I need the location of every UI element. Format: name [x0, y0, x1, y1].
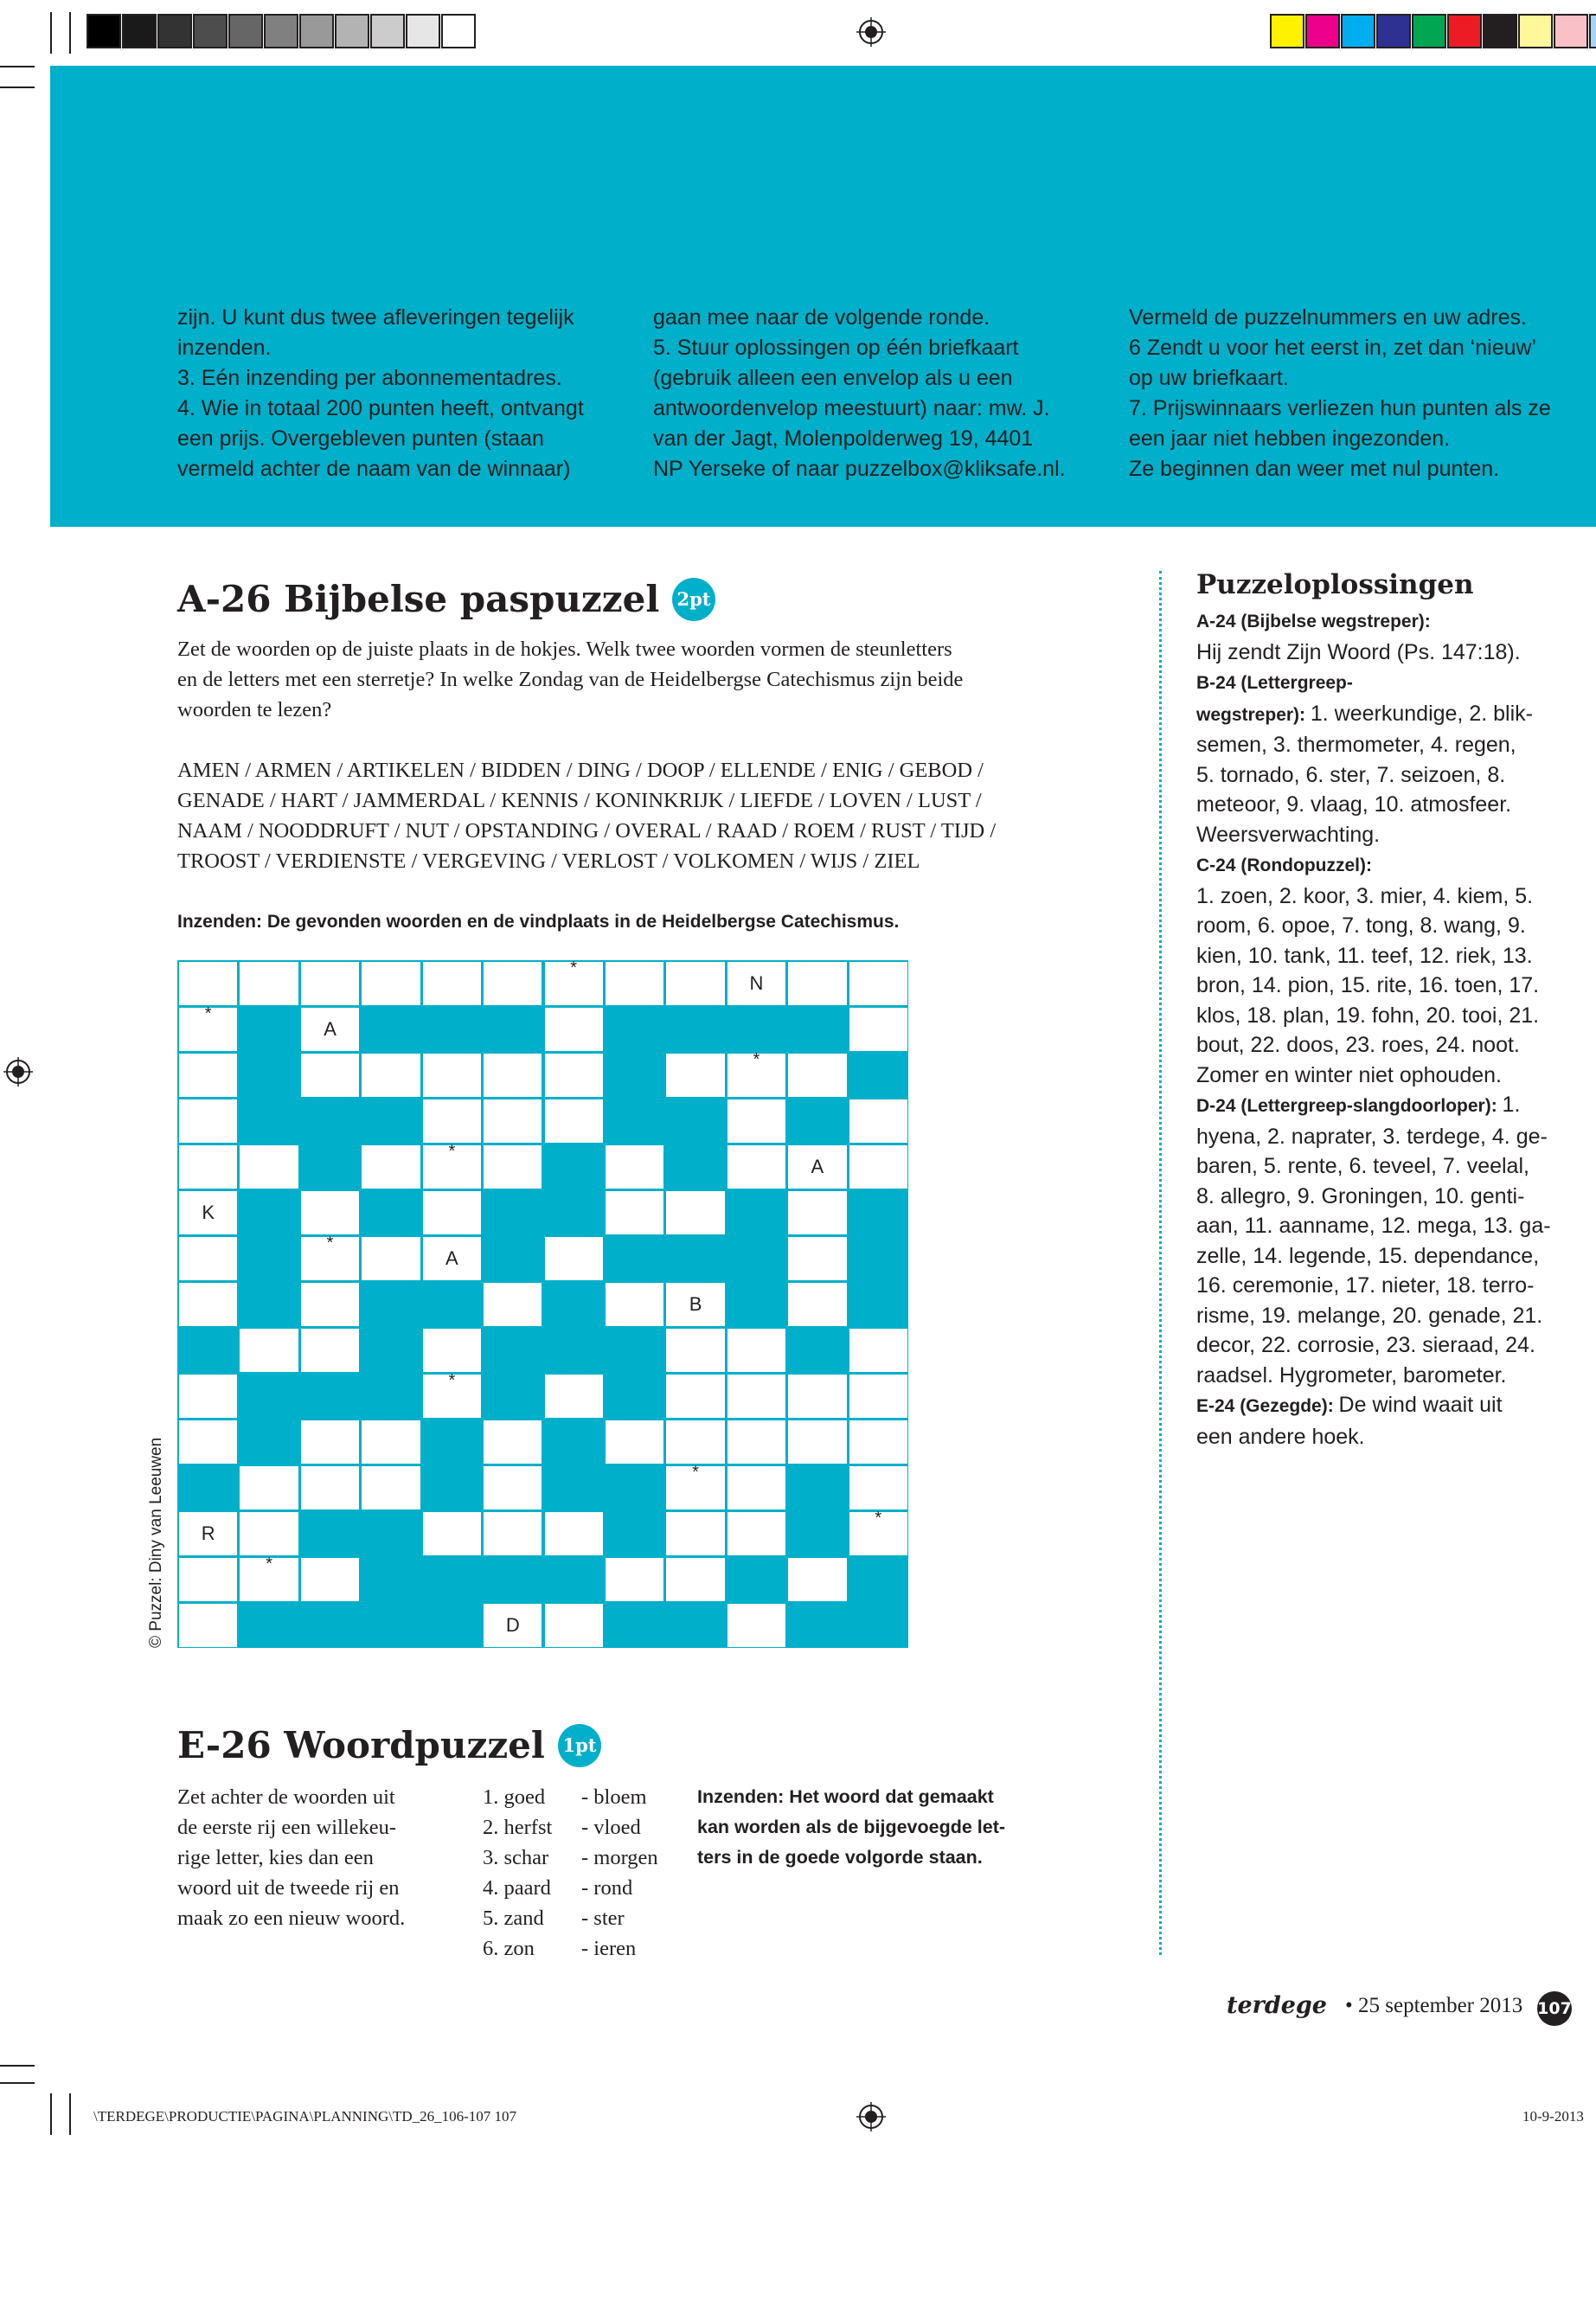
star-marker: *	[875, 1509, 882, 1528]
grid-cell[interactable]	[362, 962, 420, 1005]
color-swatch	[1341, 14, 1375, 48]
intro-line: en de letters met een sterretje? In welke Zondag van de Heidelbergse Catechismus zijn beide	[177, 668, 964, 691]
second-row-word: - bloem	[581, 1785, 647, 1809]
grid-cell[interactable]	[727, 1329, 785, 1372]
grid-cell[interactable]	[301, 1466, 359, 1509]
solution-text: 1.	[1502, 1093, 1521, 1117]
grid-cell[interactable]	[179, 1512, 237, 1555]
grid-cell[interactable]	[666, 1329, 724, 1372]
puzzle-a-title: A-26 Bijbelse paspuzzel	[177, 578, 660, 620]
grid-cell[interactable]	[484, 1099, 542, 1143]
grid-cell[interactable]	[301, 1008, 359, 1051]
solution-label: C-24 (Rondopuzzel):	[1196, 856, 1372, 875]
solution-line	[1196, 971, 1586, 1001]
banner-line: een prijs. Overgebleven punten (staan	[177, 426, 544, 451]
solution-line	[1196, 1030, 1586, 1061]
solution-text: bout, 22. doos, 23. roes, 24. noot.	[1196, 1033, 1520, 1057]
color-swatch	[122, 14, 157, 48]
solution-line	[1196, 1422, 1586, 1452]
grid-cell[interactable]	[301, 1420, 359, 1464]
solution-label: E-24 (Gezegde):	[1196, 1396, 1339, 1416]
solution-line	[1196, 1122, 1586, 1152]
banner-line: 7. Prijswinnaars verliezen hun punten als ze	[1129, 396, 1551, 420]
banner-line: Vermeld de puzzelnummers en uw adres.	[1129, 305, 1527, 330]
crop-mark	[0, 2082, 35, 2084]
star-marker: *	[448, 1142, 456, 1161]
crossword-grid	[177, 960, 908, 1648]
grid-cell[interactable]	[240, 1329, 298, 1372]
intro-line: Zet achter de woorden uit	[177, 1785, 395, 1809]
grid-cell[interactable]	[727, 1375, 785, 1418]
hint-letter: R	[201, 1522, 215, 1544]
banner-line: op uw briefkaart.	[1129, 366, 1289, 390]
grid-cell[interactable]	[423, 1142, 481, 1189]
solution-text: Hij zendt Zijn Woord (Ps. 147:18).	[1196, 639, 1521, 664]
grid-cell[interactable]	[423, 1191, 481, 1234]
grid-cell[interactable]	[788, 1375, 846, 1418]
grid-cell[interactable]	[179, 1004, 237, 1051]
crop-mark	[0, 2065, 35, 2067]
hint-letter: A	[324, 1018, 337, 1040]
grid-cell[interactable]	[727, 962, 785, 1005]
grid-cell[interactable]	[484, 1420, 542, 1464]
grid-cell[interactable]	[362, 1466, 420, 1509]
crop-mark	[0, 66, 35, 67]
solution-line	[1196, 820, 1586, 850]
solution-line	[1196, 760, 1586, 791]
solution-text: bron, 14. pion, 15. rite, 16. toen, 17.	[1196, 973, 1540, 997]
intro-line: woord uit de tweede rij en	[177, 1876, 400, 1900]
solution-text: Weersverwachting.	[1196, 822, 1381, 847]
grid-cell[interactable]	[849, 1466, 907, 1509]
grid-cell[interactable]	[179, 1604, 237, 1647]
banner-line: 3. Eén inzending per abonnementadres.	[177, 366, 562, 390]
grid-cell[interactable]	[423, 962, 481, 1005]
crop-mark	[0, 87, 35, 88]
grid-cell[interactable]	[484, 962, 542, 1005]
color-swatch	[193, 14, 228, 48]
grid-cell[interactable]	[240, 1145, 298, 1189]
grid-cell[interactable]	[849, 1008, 907, 1051]
crop-mark	[50, 12, 52, 54]
grid-cell[interactable]	[484, 1145, 542, 1189]
grid-cell[interactable]	[849, 1145, 907, 1189]
grid-cell[interactable]	[666, 1054, 724, 1097]
color-swatch	[228, 14, 263, 48]
solution-label: D-24 (Lettergreep-slangdoorloper):	[1196, 1096, 1503, 1116]
solution-label: wegstreper):	[1196, 704, 1311, 725]
grid-cell[interactable]	[484, 1466, 542, 1509]
solution-text: 8. allegro, 9. Groningen, 10. genti-	[1196, 1183, 1525, 1208]
solution-text: aan, 11. aanname, 12. mega, 13. ga-	[1196, 1214, 1551, 1238]
color-swatch	[335, 14, 369, 48]
solution-text: decor, 22. corrosie, 23. sieraad, 24.	[1196, 1333, 1535, 1357]
solution-text: hyena, 2. naprater, 3. terdege, 4. ge-	[1196, 1124, 1548, 1149]
grid-cell[interactable]	[179, 1145, 237, 1189]
grid-cell[interactable]	[240, 962, 298, 1005]
solution-line	[1196, 849, 1586, 881]
column-divider	[1159, 571, 1162, 1955]
color-swatch	[1483, 14, 1517, 48]
grid-cell[interactable]	[179, 1420, 237, 1464]
banner-column-1	[177, 303, 627, 484]
word-list-line: AMEN / ARMEN / ARTIKELEN / BIDDEN / DING / DOOP / ELLENDE / ENIG / GEBOD /	[177, 759, 984, 782]
star-marker: *	[753, 1050, 760, 1069]
solution-line	[1196, 1211, 1586, 1241]
banner-line: 4. Wie in totaal 200 punten heeft, ontvangt	[177, 396, 584, 420]
submit-line: ters in de goede volgorde staan.	[697, 1847, 983, 1868]
grid-cell[interactable]	[606, 962, 663, 1005]
solution-text: klos, 18. plan, 19. fohn, 20. tooi, 21.	[1196, 1003, 1540, 1028]
solution-label: B-24 (Lettergreep-	[1196, 673, 1353, 693]
grid-cell[interactable]	[788, 962, 846, 1005]
puzzle-e-title: E-26 Woordpuzzel	[177, 1724, 545, 1766]
solution-line	[1196, 606, 1586, 638]
solution-line	[1196, 1182, 1586, 1212]
solution-text: 5. tornado, 6. ster, 7. seizoen, 8.	[1196, 762, 1506, 787]
word-list-line: TROOST / VERDIENSTE / VERGEVING / VERLOST / VOLKOMEN / WIJS / ZIEL	[177, 849, 920, 873]
grid-cell[interactable]	[179, 1191, 237, 1234]
color-swatch	[1270, 14, 1304, 48]
hint-letter: B	[689, 1293, 702, 1315]
grid-cell[interactable]	[666, 1463, 724, 1509]
grid-cell[interactable]	[666, 962, 724, 1005]
banner-line: gaan mee naar de volgende ronde.	[653, 305, 990, 330]
word-list-line: NAAM / NOODDRUFT / NUT / OPSTANDING / OVERAL / RAAD / ROEM / RUST / TIJD /	[177, 819, 997, 843]
solution-line	[1196, 730, 1586, 760]
solution-text: 1. zoen, 2. koor, 3. mier, 4. kiem, 5.	[1196, 883, 1534, 908]
second-row-word: - rond	[581, 1876, 633, 1900]
hint-letter: N	[749, 972, 764, 994]
grid-cell[interactable]	[727, 1512, 785, 1555]
issue-date: • 25 september 2013	[1345, 1994, 1523, 2017]
first-row-word: 3. schar	[483, 1846, 549, 1869]
grid-cell[interactable]	[301, 962, 359, 1005]
color-swatch	[441, 14, 476, 48]
grid-cell[interactable]	[240, 1554, 298, 1601]
grid-cell[interactable]	[423, 1512, 481, 1555]
grid-cell[interactable]	[727, 1420, 785, 1464]
banner-line: inzenden.	[177, 336, 272, 360]
solution-text: 16. ceremonie, 17. nieter, 18. terro-	[1196, 1273, 1535, 1298]
intro-line: Zet de woorden op de juiste plaats in de hokjes. Welk twee woorden vormen de steunletters	[177, 638, 952, 661]
banner-column-3	[1129, 303, 1579, 484]
grid-cell[interactable]	[727, 1604, 785, 1647]
color-bar	[1270, 14, 1596, 48]
puzzle-e-points-badge: 1pt	[558, 1724, 601, 1767]
solution-line	[1196, 1330, 1586, 1361]
star-marker: *	[204, 1004, 212, 1023]
solution-text: Zomer en winter niet ophouden.	[1196, 1062, 1502, 1087]
color-swatch	[1376, 14, 1411, 48]
grid-cell[interactable]	[301, 1283, 359, 1326]
slug-path: \TERDEGE\PRODUCTIE\PAGINA\PLANNING\TD_26_106-107 107	[93, 2108, 517, 2125]
grid-cell[interactable]	[484, 1283, 542, 1326]
intro-line: de eerste rij een willekeu-	[177, 1816, 397, 1839]
grid-cell[interactable]	[179, 1283, 237, 1326]
first-row-word: 4. paard	[483, 1876, 551, 1900]
grid-cell[interactable]	[362, 1054, 420, 1097]
grid-cell[interactable]	[727, 1099, 785, 1143]
solutions-body	[1196, 606, 1586, 1452]
solution-line	[1196, 941, 1586, 971]
grid-cell[interactable]	[666, 1375, 724, 1418]
solution-line	[1196, 881, 1586, 912]
grid-cell[interactable]	[545, 1604, 603, 1647]
solution-line	[1196, 1151, 1586, 1182]
grid-cell[interactable]	[423, 1054, 481, 1097]
color-swatch	[1447, 14, 1482, 48]
banner-line: een jaar niet hebben ingezonden.	[1129, 426, 1451, 451]
grid-cell[interactable]	[606, 1145, 663, 1189]
grid-cell[interactable]	[423, 1371, 481, 1418]
brand-logo: terdege	[1227, 1992, 1327, 2019]
grid-cell[interactable]	[484, 1512, 542, 1555]
grid-cell[interactable]	[788, 1283, 846, 1326]
grid-cell[interactable]	[545, 1237, 603, 1280]
grid-cell[interactable]	[788, 1237, 846, 1280]
second-row-word: - vloed	[581, 1816, 641, 1839]
second-row-word: - morgen	[581, 1846, 658, 1869]
banner-line: 5. Stuur oplossingen op één briefkaart	[653, 336, 1019, 360]
grid-cell[interactable]	[849, 1420, 907, 1464]
puzzle-a-submit: Inzenden: De gevonden woorden en de vindplaats in de Heidelbergse Catechismus.	[177, 912, 900, 932]
crop-mark	[69, 12, 71, 54]
banner-line: van der Jagt, Molenpolderweg 19, 4401	[653, 426, 1034, 451]
solution-text: zelle, 14. legende, 15. dependance,	[1196, 1243, 1540, 1268]
grid-cell[interactable]	[362, 1145, 420, 1189]
solution-text: baren, 5. rente, 6. teveel, 7. veelal,	[1196, 1154, 1529, 1178]
puzzle-a-points-badge: 2pt	[672, 578, 715, 621]
hint-letter: A	[445, 1247, 458, 1269]
solution-text: meteoor, 9. vlaag, 10. atmosfeer.	[1196, 792, 1512, 817]
hint-letter: K	[202, 1202, 215, 1223]
grid-cell[interactable]	[849, 1329, 907, 1372]
grid-cell[interactable]	[240, 1512, 298, 1555]
grid-cell[interactable]	[179, 1237, 237, 1280]
grid-cell[interactable]	[362, 1237, 420, 1280]
star-marker: *	[692, 1463, 699, 1482]
solution-line	[1196, 1001, 1586, 1031]
puzzle-e-second-row	[581, 1782, 658, 1964]
grid-cell[interactable]	[849, 1099, 907, 1143]
registration-mark-icon	[3, 1057, 33, 1086]
grid-cell[interactable]	[545, 1512, 603, 1555]
solution-line	[1196, 699, 1586, 731]
registration-mark-icon	[856, 2102, 886, 2131]
submit-line: kan worden als de bijgevoegde let-	[697, 1817, 1006, 1837]
grid-cell[interactable]	[423, 1329, 481, 1372]
first-row-word: 1. goed	[483, 1785, 546, 1809]
page-number: 107	[1537, 1991, 1572, 2026]
word-list-line: GENADE / HART / JAMMERDAL / KENNIS / KONINKRIJK / LIEFDE / LOVEN / LUST /	[177, 789, 982, 812]
solution-text: semen, 3. thermometer, 4. regen,	[1196, 733, 1516, 757]
grid-cell[interactable]	[423, 1237, 481, 1280]
grid-cell[interactable]	[666, 1191, 724, 1234]
grid-cell[interactable]	[666, 1283, 724, 1326]
solution-text: room, 6. opoe, 7. tong, 8. wang, 9.	[1196, 913, 1526, 938]
grid-cell[interactable]	[301, 1234, 359, 1280]
grid-cell[interactable]	[545, 1375, 603, 1418]
grid-cell[interactable]	[727, 1145, 785, 1189]
color-swatch	[1412, 14, 1446, 48]
grid-cell[interactable]	[545, 1008, 603, 1051]
puzzle-credit: © Puzzel: Diny van Leeuwen	[147, 1437, 165, 1648]
intro-line: rige letter, kies dan een	[177, 1846, 374, 1869]
grid-cell[interactable]	[362, 1420, 420, 1464]
grid-cell[interactable]	[727, 1466, 785, 1509]
banner-line: Ze beginnen dan weer met nul punten.	[1129, 457, 1500, 481]
grid-cell[interactable]	[301, 1329, 359, 1372]
grid-cell[interactable]	[788, 1420, 846, 1464]
hint-letter: D	[505, 1614, 520, 1636]
grid-cell[interactable]	[849, 1509, 907, 1555]
solution-line	[1196, 1090, 1586, 1122]
solution-text: 1. weerkundige, 2. blik-	[1310, 701, 1533, 726]
color-swatch	[299, 14, 334, 48]
banner-column-2	[653, 303, 1103, 484]
solution-line	[1196, 638, 1586, 668]
grid-cell[interactable]	[301, 1191, 359, 1234]
intro-line: woorden te lezen?	[177, 698, 332, 721]
grid-cell[interactable]	[545, 1099, 603, 1143]
puzzle-a-intro	[177, 634, 963, 725]
banner-line: (gebruik alleen een envelop als u een	[653, 366, 1013, 390]
grid-cell[interactable]	[423, 1099, 481, 1143]
solution-line	[1196, 911, 1586, 941]
banner-line: 6 Zendt u voor het eerst in, zet dan ‘nieuw’	[1129, 336, 1537, 360]
grid-cell[interactable]	[301, 1558, 359, 1601]
grid-cell[interactable]	[666, 1512, 724, 1555]
solution-text: risme, 19. melange, 20. genade, 21.	[1196, 1303, 1543, 1328]
registration-mark-icon	[856, 17, 886, 47]
solution-line	[1196, 1301, 1586, 1331]
puzzle-e-submit	[697, 1782, 1005, 1873]
grid-cell[interactable]	[545, 1054, 603, 1097]
star-marker: *	[266, 1554, 272, 1574]
intro-line: maak zo een nieuw woord.	[177, 1907, 406, 1930]
greyscale-bar	[87, 14, 476, 48]
puzzle-e-intro	[177, 1782, 405, 1933]
color-swatch	[1305, 14, 1340, 48]
color-swatch	[406, 14, 440, 48]
grid-cell[interactable]	[666, 1558, 724, 1601]
star-marker: *	[570, 958, 578, 977]
star-marker: *	[326, 1234, 334, 1253]
grid-cell[interactable]	[788, 1558, 846, 1601]
grid-cell[interactable]	[179, 1054, 237, 1097]
grid-cell[interactable]	[788, 1054, 846, 1097]
grid-cell[interactable]	[788, 1145, 846, 1189]
banner-line: vermeld achter de naam van de winnaar)	[177, 457, 571, 481]
solution-line	[1196, 790, 1586, 820]
solution-text: De wind waait uit	[1338, 1393, 1503, 1417]
solution-line	[1196, 1361, 1586, 1391]
grid-cell[interactable]	[606, 1558, 663, 1601]
solution-label: A-24 (Bijbelse wegstreper):	[1196, 612, 1431, 631]
solution-text: raadsel. Hygrometer, barometer.	[1196, 1362, 1507, 1388]
color-swatch	[1554, 14, 1588, 48]
color-swatch	[370, 14, 405, 48]
grid-cell[interactable]	[545, 958, 603, 1005]
color-swatch	[1518, 14, 1553, 48]
grid-cell[interactable]	[484, 1054, 542, 1097]
grid-cell[interactable]	[484, 1604, 542, 1647]
solution-line	[1196, 1241, 1586, 1272]
solution-line	[1196, 1390, 1586, 1422]
grid-cell[interactable]	[179, 1099, 237, 1143]
grid-cell[interactable]	[179, 962, 237, 1005]
solution-line	[1196, 667, 1586, 699]
crop-mark	[50, 2093, 52, 2135]
grid-cell[interactable]	[849, 962, 907, 1005]
slug-date: 10-9-2013	[1522, 2108, 1584, 2125]
puzzle-a-word-list	[177, 755, 996, 876]
crop-mark	[69, 2093, 71, 2135]
grid-cell[interactable]	[240, 1466, 298, 1509]
solutions-heading: Puzzeloplossingen	[1196, 569, 1474, 600]
grid-cell[interactable]	[606, 1283, 663, 1326]
first-row-word: 5. zand	[483, 1907, 544, 1930]
grid-cell[interactable]	[301, 1054, 359, 1097]
solution-line	[1196, 1061, 1586, 1091]
grid-cell[interactable]	[179, 1558, 237, 1601]
color-swatch	[157, 14, 192, 48]
color-swatch	[87, 14, 121, 48]
grid-cell[interactable]	[666, 1420, 724, 1464]
grid-cell[interactable]	[727, 1050, 785, 1097]
grid-cell[interactable]	[849, 1375, 907, 1418]
banner-line: NP Yerseke of naar puzzelbox@kliksafe.nl.	[653, 457, 1066, 481]
banner-line: antwoordenvelop meestuurt) naar: mw. J.	[653, 396, 1050, 420]
solution-line	[1196, 1271, 1586, 1301]
color-swatch	[1589, 14, 1596, 48]
second-row-word: - ster	[581, 1907, 625, 1930]
grid-cell[interactable]	[788, 1191, 846, 1234]
submit-line: Inzenden: Het woord dat gemaakt	[697, 1786, 994, 1807]
puzzle-e-first-row	[483, 1782, 552, 1964]
solution-text: een andere hoek.	[1196, 1424, 1365, 1449]
color-swatch	[264, 14, 298, 48]
second-row-word: - ieren	[581, 1937, 637, 1960]
star-marker: *	[448, 1371, 456, 1390]
hint-letter: A	[811, 1156, 824, 1177]
first-row-word: 2. herfst	[483, 1816, 553, 1839]
first-row-word: 6. zon	[483, 1937, 535, 1960]
solution-text: kien, 10. tank, 11. teef, 12. riek, 13.	[1196, 943, 1533, 968]
banner-line: zijn. U kunt dus twee afleveringen tegelijk	[177, 305, 574, 330]
grid-cell[interactable]	[606, 1420, 663, 1464]
grid-cell[interactable]	[606, 1191, 663, 1234]
grid-cell[interactable]	[179, 1375, 237, 1418]
